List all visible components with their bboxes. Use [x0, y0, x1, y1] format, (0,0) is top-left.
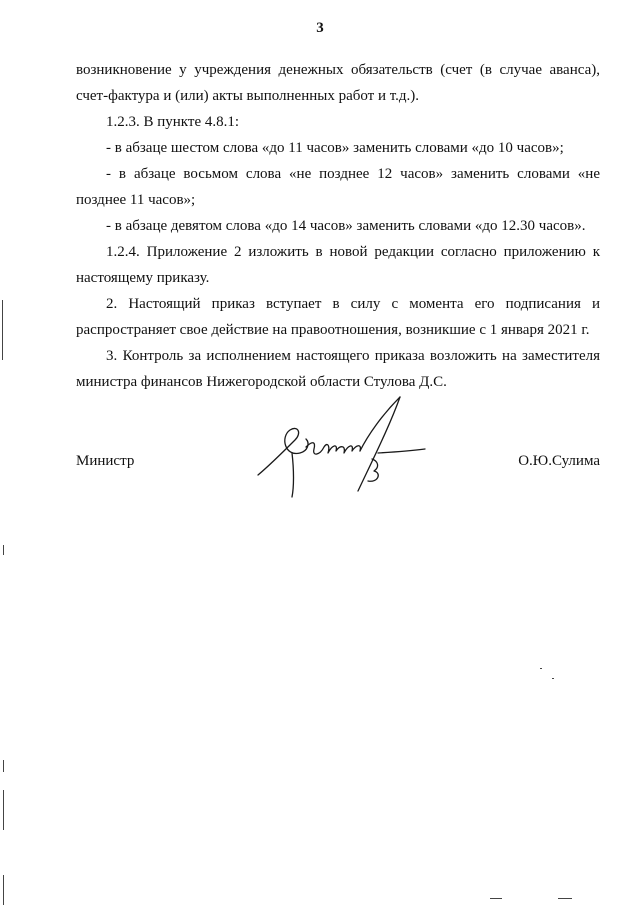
paragraph-3: 3. Контроль за исполнением настоящего приказа возложить на заместителя министра финансов Нижегородской области Стулова Д.С.	[76, 348, 600, 390]
scan-artifact	[2, 300, 3, 360]
scan-artifact	[540, 668, 542, 669]
scan-artifact	[3, 875, 4, 905]
scan-artifact	[490, 898, 502, 899]
paragraph-1-2-3: 1.2.3. В пункте 4.8.1:	[106, 114, 240, 130]
scan-artifact	[558, 898, 572, 899]
scan-artifact	[552, 678, 554, 679]
scan-artifact	[3, 545, 4, 555]
handwritten-signature	[250, 395, 430, 510]
paragraph-2: 2. Настоящий приказ вступает в силу с момента его подписания и распространяет свое действие на правоотношения, возникшие с 1 января 2021 г.	[76, 296, 600, 338]
page-number: 3	[316, 20, 324, 36]
paragraph-1-2-4: 1.2.4. Приложение 2 изложить в новой редакции согласно приложению к настоящему приказу.	[76, 244, 600, 286]
paragraph-abzac-8: - в абзаце восьмом слова «не позднее 12 часов» заменить словами «не позднее 11 часов»;	[76, 166, 600, 208]
paragraph-abzac-6: - в абзаце шестом слова «до 11 часов» заменить словами «до 10 часов»;	[106, 140, 564, 156]
scan-artifact	[3, 790, 4, 830]
signer-title: Министр	[76, 453, 135, 469]
scan-artifact	[3, 760, 4, 772]
signer-name: О.Ю.Сулима	[518, 453, 600, 469]
document-body	[76, 57, 600, 395]
paragraph-continuation: возникновение у учреждения денежных обязательств (счет (в случае аванса), счет-фактура и (или) акты выполненных работ и т.д.).	[76, 62, 600, 104]
paragraph-abzac-9: - в абзаце девятом слова «до 14 часов» заменить словами «до 12.30 часов».	[106, 218, 586, 234]
